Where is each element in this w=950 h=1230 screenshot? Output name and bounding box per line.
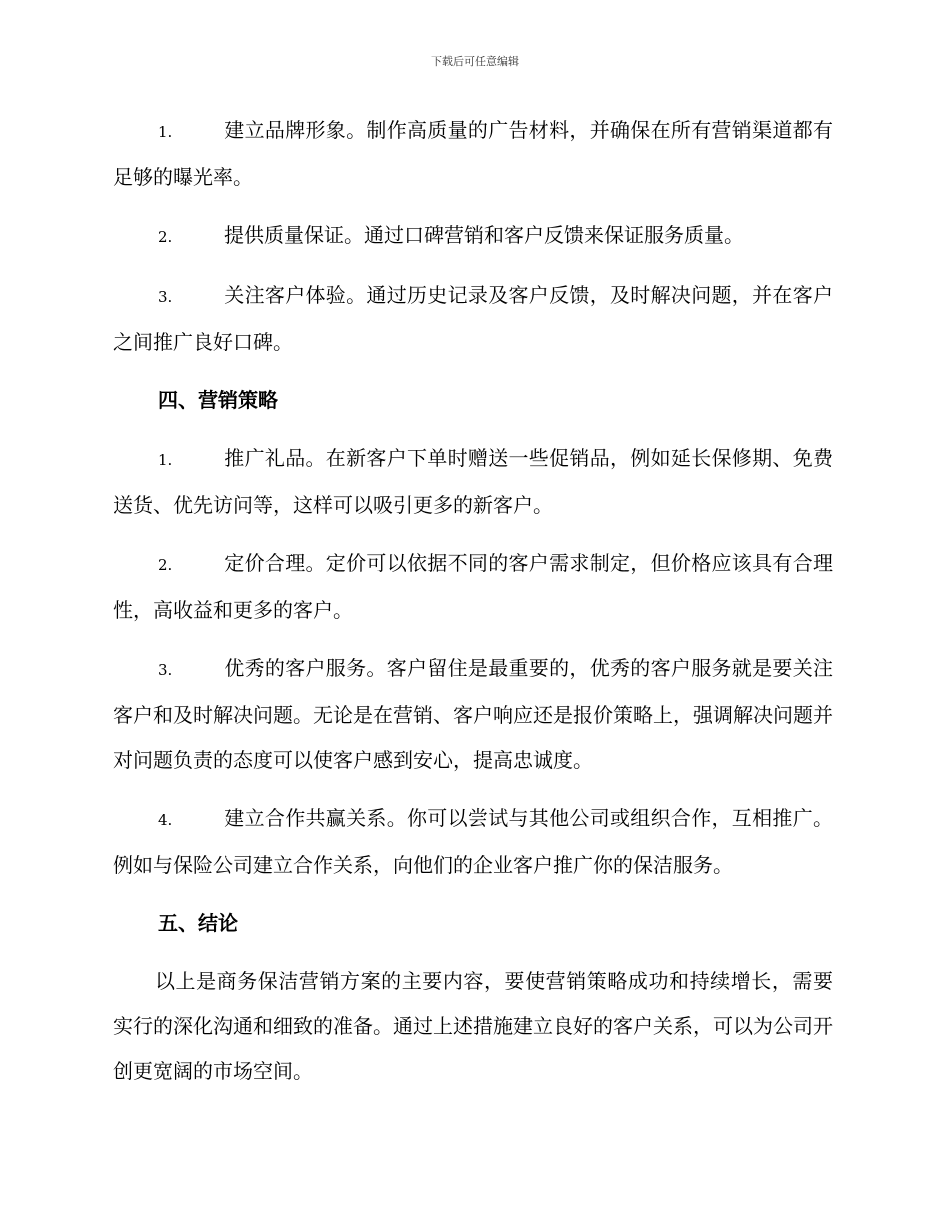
section-heading: 五、结论 [158,911,238,935]
list-item [113,796,833,888]
list-item [113,646,833,783]
list-item [113,273,833,365]
section-heading: 四、营销策略 [158,388,278,412]
list-item-text: 推广礼品。在新客户下单时赠送一些促销品，例如延长保修期、免费送货、优先访问等，这样可以吸引更多的新客户。 [113,446,833,517]
page-header: 下载后可任意编辑 [431,55,519,68]
list-item-number: 2. [158,228,173,246]
list-item-number: 4. [158,811,173,829]
conclusion-paragraph: 以上是商务保洁营销方案的主要内容，要使营销策略成功和持续增长，需要实行的深化沟通和细致的准备。通过上述措施建立良好的客户关系，可以为公司开创更宽阔的市场空间。 [113,969,833,1083]
list-item [113,541,833,633]
list-item-number: 3. [158,661,173,679]
list-item [113,108,833,200]
list-item [113,436,833,528]
list-item-text: 建立品牌形象。制作高质量的广告材料，并确保在所有营销渠道都有足够的曝光率。 [113,118,833,189]
list-item-text: 关注客户体验。通过历史记录及客户反馈，及时解决问题，并在客户之间推广良好口碑。 [113,283,833,354]
list-item [113,213,833,260]
list-item-text: 建立合作共赢关系。你可以尝试与其他公司或组织合作，互相推广。例如与保险公司建立合作关系，向他们的企业客户推广你的保洁服务。 [113,806,833,877]
list-item-text: 定价合理。定价可以依据不同的客户需求制定，但价格应该具有合理性，高收益和更多的客户。 [113,551,833,622]
list-item-text: 优秀的客户服务。客户留住是最重要的，优秀的客户服务就是要关注客户和及时解决问题。无论是在营销、客户响应还是报价策略上，强调解决问题并对问题负责的态度可以使客户感到安心，提高忠诚度。 [113,656,833,772]
list-item-number: 2. [158,556,173,574]
list-item-number: 3. [158,288,173,306]
list-item-number: 1. [158,123,173,141]
list-item-text: 提供质量保证。通过口碑营销和客户反馈来保证服务质量。 [224,223,744,247]
list-item-number: 1. [158,451,173,469]
document-body [113,108,833,1107]
